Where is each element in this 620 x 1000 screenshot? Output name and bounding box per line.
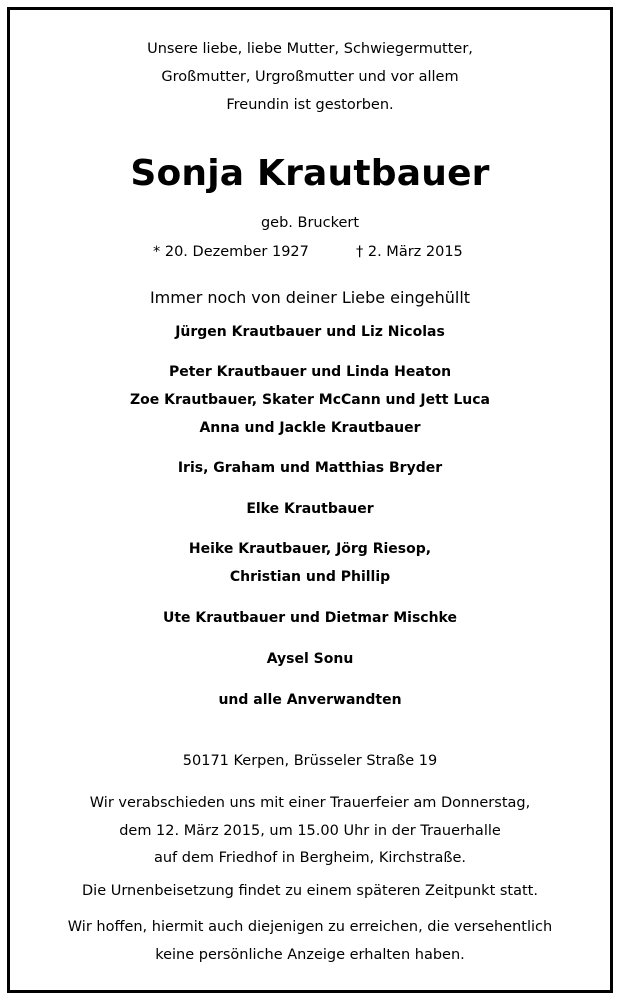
mourner-line: Iris, Graham und Matthias Bryder [177,460,443,476]
mourner-line: Zoe Krautbauer, Skater McCann und Jett Luca [130,392,490,408]
mourner-line: Ute Krautbauer und Dietmar Mischke [162,610,457,626]
mourner-line: und alle Anverwandten [218,692,402,708]
ceremony-line-2: dem 12. März 2015, um 15.00 Uhr in der Trauerhalle [119,823,501,839]
birth-date: * 20. Dezember 1927 [153,244,309,260]
mourner-line: Christian und Phillip [229,569,391,585]
urn-note: Die Urnenbeisetzung findet zu einem späteren Zeitpunkt statt. [82,883,538,899]
mourner-line: Elke Krautbauer [246,501,374,517]
mourner-line: Aysel Sonu [266,651,354,667]
address: 50171 Kerpen, Brüsseler Straße 19 [182,753,438,769]
intro-line-3: Freundin ist gestorben. [226,97,394,113]
closing-line-1: Wir hoffen, hiermit auch diejenigen zu erreichen, die versehentlich [67,919,553,935]
obituary-notice [7,7,613,993]
death-date: † 2. März 2015 [356,244,463,260]
intro-line-2: Großmutter, Urgroßmutter und vor allem [161,69,459,85]
ceremony-line-1: Wir verabschieden uns mit einer Trauerfeier am Donnerstag, [89,795,531,811]
ceremony-line-3: auf dem Friedhof in Bergheim, Kirchstraße. [153,850,466,866]
motto: Immer noch von deiner Liebe eingehüllt [149,288,471,307]
intro-line-1: Unsere liebe, liebe Mutter, Schwiegermutter, [147,41,473,57]
closing-line-2: keine persönliche Anzeige erhalten haben. [155,947,465,963]
mourner-line: Anna und Jackle Krautbauer [199,420,421,436]
deceased-name: Sonja Krautbauer [130,153,490,194]
maiden-name: geb. Bruckert [260,215,360,231]
mourner-line: Heike Krautbauer, Jörg Riesop, [188,541,432,557]
mourner-line: Peter Krautbauer und Linda Heaton [168,364,452,380]
mourner-line: Jürgen Krautbauer und Liz Nicolas [175,324,445,340]
